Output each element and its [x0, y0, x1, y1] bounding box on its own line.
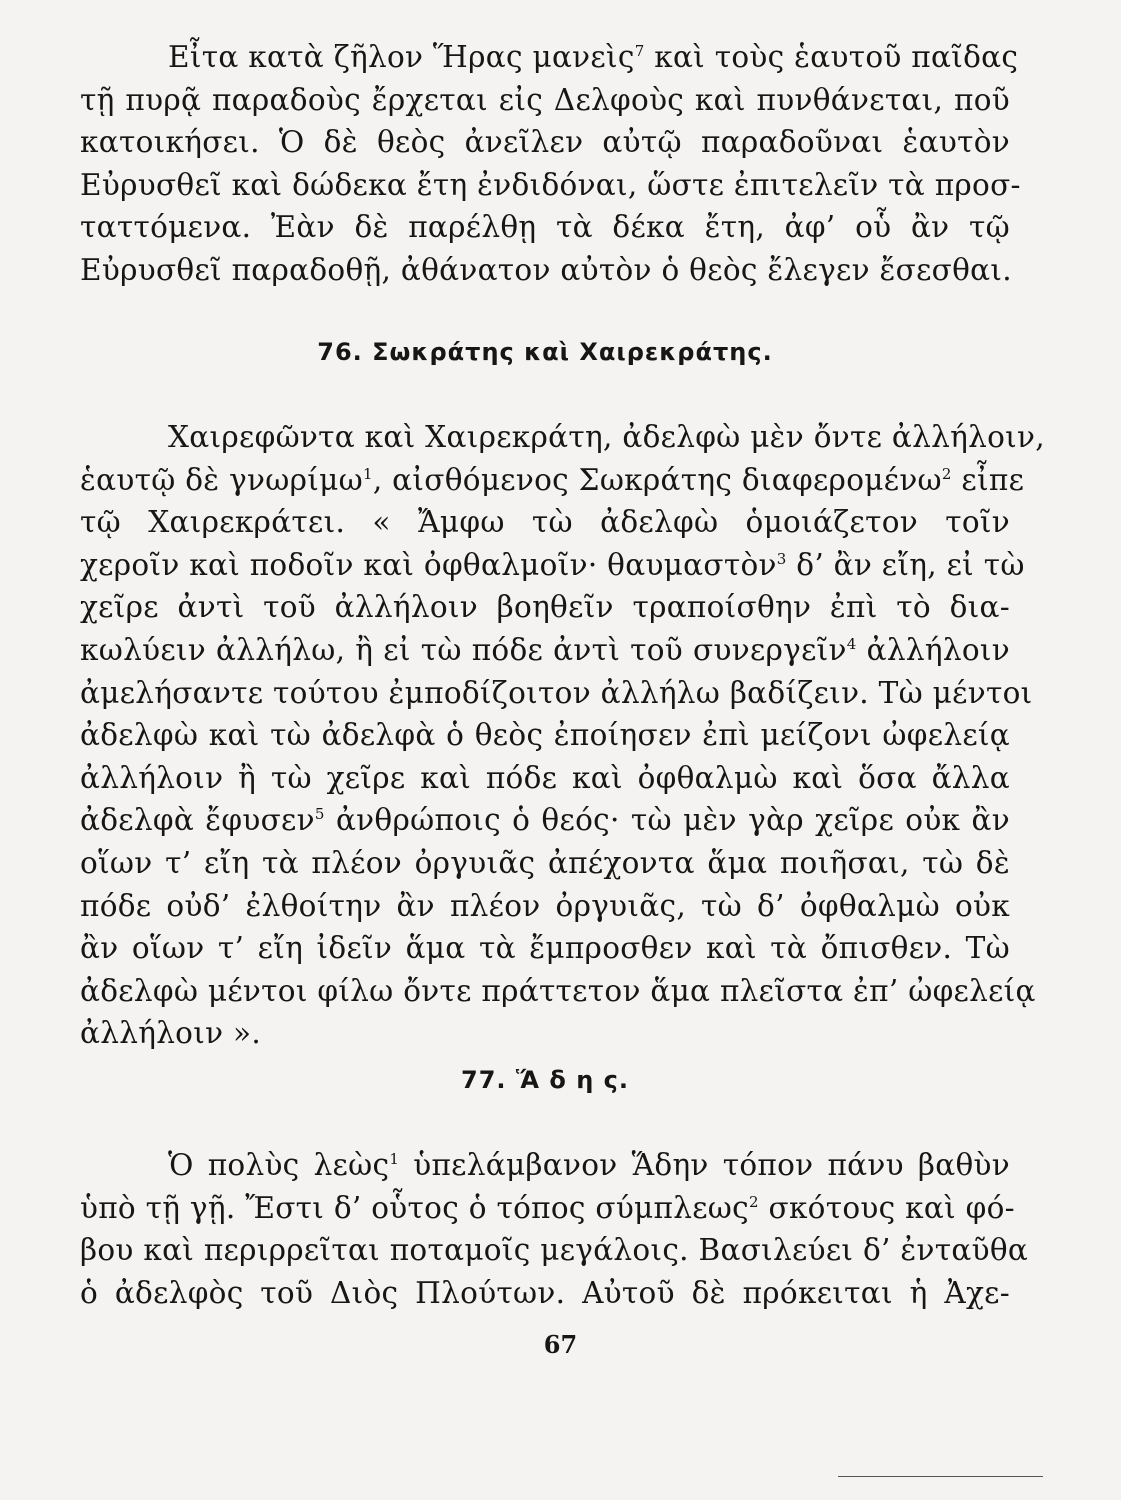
text-line: τῇ πυρᾷ παραδοὺς ἔρχεται εἰς Δελφοὺς καὶ πυνθάνεται, ποῦ — [80, 82, 1010, 117]
text-line: ἀλλήλοιν ἢ τὼ χεῖρε καὶ πόδε καὶ ὀφθαλμὼ καὶ ὅσα ἄλλα — [80, 760, 1010, 795]
text-line: Εὐρυσθεῖ καὶ δώδεκα ἔτη ἐνδιδόναι, ὥστε ἐπιτελεῖν τὰ προσ- — [80, 167, 1021, 202]
text-segment: Ὁ πολὺς λεὼς — [168, 1148, 390, 1182]
text-line: οἵων τ’ εἴη τὰ πλέον ὀργυιᾶς ἀπέχοντα ἅμα ποιῆσαι, τὼ δὲ — [80, 845, 1010, 880]
text-line: τῷ Χαιρεκράτει. « Ἄμφω τὼ ἀδελφὼ ὁμοιάζετον τοῖν — [80, 505, 1010, 540]
paragraph-socrates — [80, 416, 1045, 1055]
text-segment: καὶ τοὺς ἑαυτοῦ παῖδας — [654, 40, 1019, 74]
footnote-ref: 2 — [941, 464, 952, 483]
text-line: πόδε οὐδ’ ἐλθοίτην ἂν πλέον ὀργυιᾶς, τὼ δ’ ὀφθαλμὼ οὐκ — [80, 888, 1010, 923]
text-line — [80, 1187, 1015, 1230]
text-line — [80, 544, 1025, 587]
text-line — [80, 799, 1010, 842]
page-number: 67 — [543, 1330, 578, 1359]
text-segment: ὑπελάμβανον Ἅδην τόπον πάνυ βαθὺν — [399, 1148, 1010, 1182]
footnote-ref: 1 — [389, 1150, 400, 1169]
footnote-ref: 7 — [634, 42, 645, 61]
text-segment: ἀδελφὰ ἔφυσεν — [80, 803, 315, 838]
text-segment: ἑαυτῷ δὲ γνωρίμω — [80, 462, 363, 497]
text-line: κατοικήσει. Ὁ δὲ θεὸς ἀνεῖλεν αὐτῷ παραδοῦναι ἑαυτὸν — [80, 125, 1010, 160]
text-segment: κωλύειν ἀλλήλω, ἢ εἰ τὼ πόδε ἀντὶ τοῦ συνεργεῖν — [80, 632, 847, 667]
text-segment: ἀλλήλοιν — [856, 632, 1010, 667]
footnote-ref: 3 — [776, 549, 787, 568]
text-line: χεῖρε ἀντὶ τοῦ ἀλλήλοιν βοηθεῖν τραποίσθην ἐπὶ τὸ δια- — [80, 590, 1010, 625]
text-segment: εἶπε — [951, 462, 1025, 497]
paragraph-heracles — [80, 36, 1021, 292]
footnote-ref: 1 — [362, 464, 373, 483]
text-line: ἂν οἵων τ’ εἴη ἰδεῖν ἅμα τὰ ἔμπροσθεν καὶ τὰ ὄπισθεν. Τὼ — [80, 931, 1010, 966]
text-line — [80, 459, 1025, 502]
text-line: ὁ ἀδελφὸς τοῦ Διὸς Πλούτων. Αὐτοῦ δὲ πρόκειται ἡ Ἀχε- — [80, 1275, 1010, 1310]
text-segment: Εἶτα κατὰ ζῆλον Ἥρας μανεὶς — [168, 40, 635, 74]
section-heading-76: 76. Σωκράτης καὶ Χαιρεκράτης. — [317, 338, 773, 366]
text-segment: σκότους καὶ φό- — [758, 1190, 1015, 1225]
text-line: ἀδελφὼ καὶ τὼ ἀδελφὰ ὁ θεὸς ἐποίησεν ἐπὶ μείζονι ὠφελείᾳ — [80, 718, 1010, 753]
text-segment: ἀνθρώποις ὁ θεός· τὼ μὲν γὰρ χεῖρε οὐκ ἂν — [324, 803, 1010, 838]
paragraph-hades — [80, 1144, 1029, 1314]
text-line: ἀλλήλοιν ». — [80, 1016, 262, 1051]
footnote-ref: 4 — [846, 635, 857, 654]
text-line: Χαιρεφῶντα καὶ Χαιρεκράτη, ἀδελφὼ μὲν ὄντε ἀλλήλοιν, — [168, 420, 1045, 454]
text-line: Εὐρυσθεῖ παραδοθῇ, ἀθάνατον αὐτὸν ὁ θεὸς ἔλεγεν ἔσεσθαι. — [80, 252, 1012, 287]
text-line: βου καὶ περιρρεῖται ποταμοῖς μεγάλοις. Βασιλεύει δ’ ἐνταῦθα — [80, 1233, 1029, 1268]
bottom-rule — [838, 1476, 1043, 1477]
text-line: ἀμελήσαντε τούτου ἐμποδίζοιτον ἀλλήλω βαδίζειν. Τὼ μέντοι — [80, 675, 1033, 710]
text-segment: δ’ ἂν εἴη, εἰ τὼ — [786, 547, 1025, 582]
section-heading-77: 77. Ἅ δ η ς. — [461, 1066, 629, 1094]
text-line — [80, 1144, 1010, 1187]
text-line: ταττόμενα. Ἐὰν δὲ παρέλθῃ τὰ δέκα ἔτη, ἀφ’ οὗ ἂν τῷ — [80, 210, 1010, 245]
text-segment: , αἰσθόμενος Σωκράτης διαφερομένω — [372, 462, 942, 497]
text-line — [80, 629, 1010, 672]
text-line: ἀδελφὼ μέντοι φίλω ὄντε πράττετον ἅμα πλεῖστα ἐπ’ ὠφελείᾳ — [80, 973, 1036, 1008]
text-segment: χεροῖν καὶ ποδοῖν καὶ ὀφθαλμοῖν· θαυμαστὸν — [80, 547, 777, 582]
text-line — [80, 36, 1019, 79]
footnote-ref: 5 — [314, 805, 325, 824]
footnote-ref: 2 — [748, 1192, 759, 1211]
text-segment: ὑπὸ τῇ γῇ. Ἔστι δ’ οὗτος ὁ τόπος σύμπλεως — [80, 1190, 749, 1225]
